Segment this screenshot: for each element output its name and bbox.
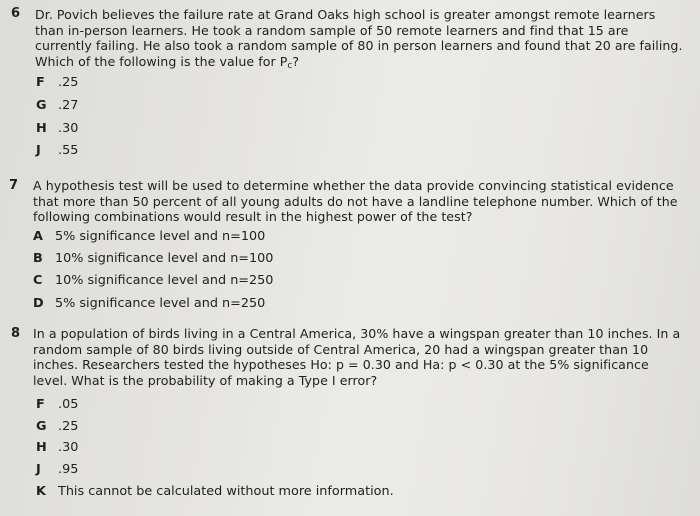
answer-option[interactable]: [36, 121, 78, 137]
option-letter: G: [36, 419, 47, 434]
option-letter: A: [33, 229, 43, 244]
option-text: .25: [58, 419, 79, 434]
option-letter: J: [36, 462, 41, 477]
option-text: 5% significance level and n=250: [55, 296, 266, 311]
question-text-main: Dr. Povich believes the failure rate at Grand Oaks high school is greater amongst remote learners than in-person learners. He took a random sample of 50 remote learners and find that 15 are currently failing. He also took a random sample of 80 in person learners and found that 20 are failing. Which of the following is the value for P: [35, 7, 683, 69]
option-text: .95: [58, 462, 79, 477]
answer-option[interactable]: [33, 273, 273, 289]
answer-option[interactable]: [33, 251, 273, 267]
option-text: 5% significance level and n=100: [55, 229, 266, 244]
answer-option[interactable]: [33, 296, 265, 312]
option-letter: J: [36, 143, 41, 158]
option-letter: H: [36, 121, 47, 136]
option-text: .55: [58, 143, 79, 158]
answer-option[interactable]: [36, 397, 78, 413]
option-text: 10% significance level and n=250: [55, 273, 274, 288]
option-letter: K: [36, 484, 46, 499]
answer-option[interactable]: [36, 98, 78, 114]
question-number: 7: [9, 178, 19, 193]
question-number: 6: [11, 6, 21, 21]
question-number: 8: [11, 326, 21, 341]
option-text: .25: [58, 75, 79, 90]
option-letter: D: [33, 296, 44, 311]
option-text: .30: [58, 121, 79, 136]
option-letter: G: [36, 98, 47, 113]
option-letter: F: [36, 75, 45, 90]
question-text: [35, 7, 683, 74]
answer-option[interactable]: [36, 462, 78, 478]
answer-option[interactable]: [36, 484, 394, 500]
option-text: This cannot be calculated without more information.: [58, 484, 394, 499]
option-letter: B: [33, 251, 43, 266]
question-text: A hypothesis test will be used to determine whether the data provide convincing statistical evidence that more than 50 percent of all young adults do not have a landline telephone number. Which of the following combinations would result in the highest power of the test?: [33, 178, 678, 225]
option-text: 10% significance level and n=100: [55, 251, 274, 266]
answer-option[interactable]: [33, 229, 265, 245]
question-text: In a population of birds living in a Central America, 30% have a wingspan greater than 10 inches. In a random sample of 80 birds living outside of Central America, 20 had a wingspan greater than 10 inches. Researchers tested the hypotheses Ho: p = 0.30 and Ha: p < 0.30 at the 5% significance level. What is the probability of making a Type I error?: [33, 326, 681, 388]
question-text-end: ?: [292, 53, 300, 69]
answer-option[interactable]: [36, 75, 78, 91]
option-text: .30: [58, 440, 79, 455]
option-letter: C: [33, 273, 43, 288]
answer-option[interactable]: [36, 419, 78, 435]
answer-option[interactable]: [36, 143, 78, 159]
option-letter: H: [36, 440, 47, 455]
question-text-subscript: c: [287, 60, 293, 71]
option-letter: F: [36, 397, 45, 412]
option-text: .05: [58, 397, 79, 412]
answer-option[interactable]: [36, 440, 78, 456]
option-text: .27: [58, 98, 79, 113]
